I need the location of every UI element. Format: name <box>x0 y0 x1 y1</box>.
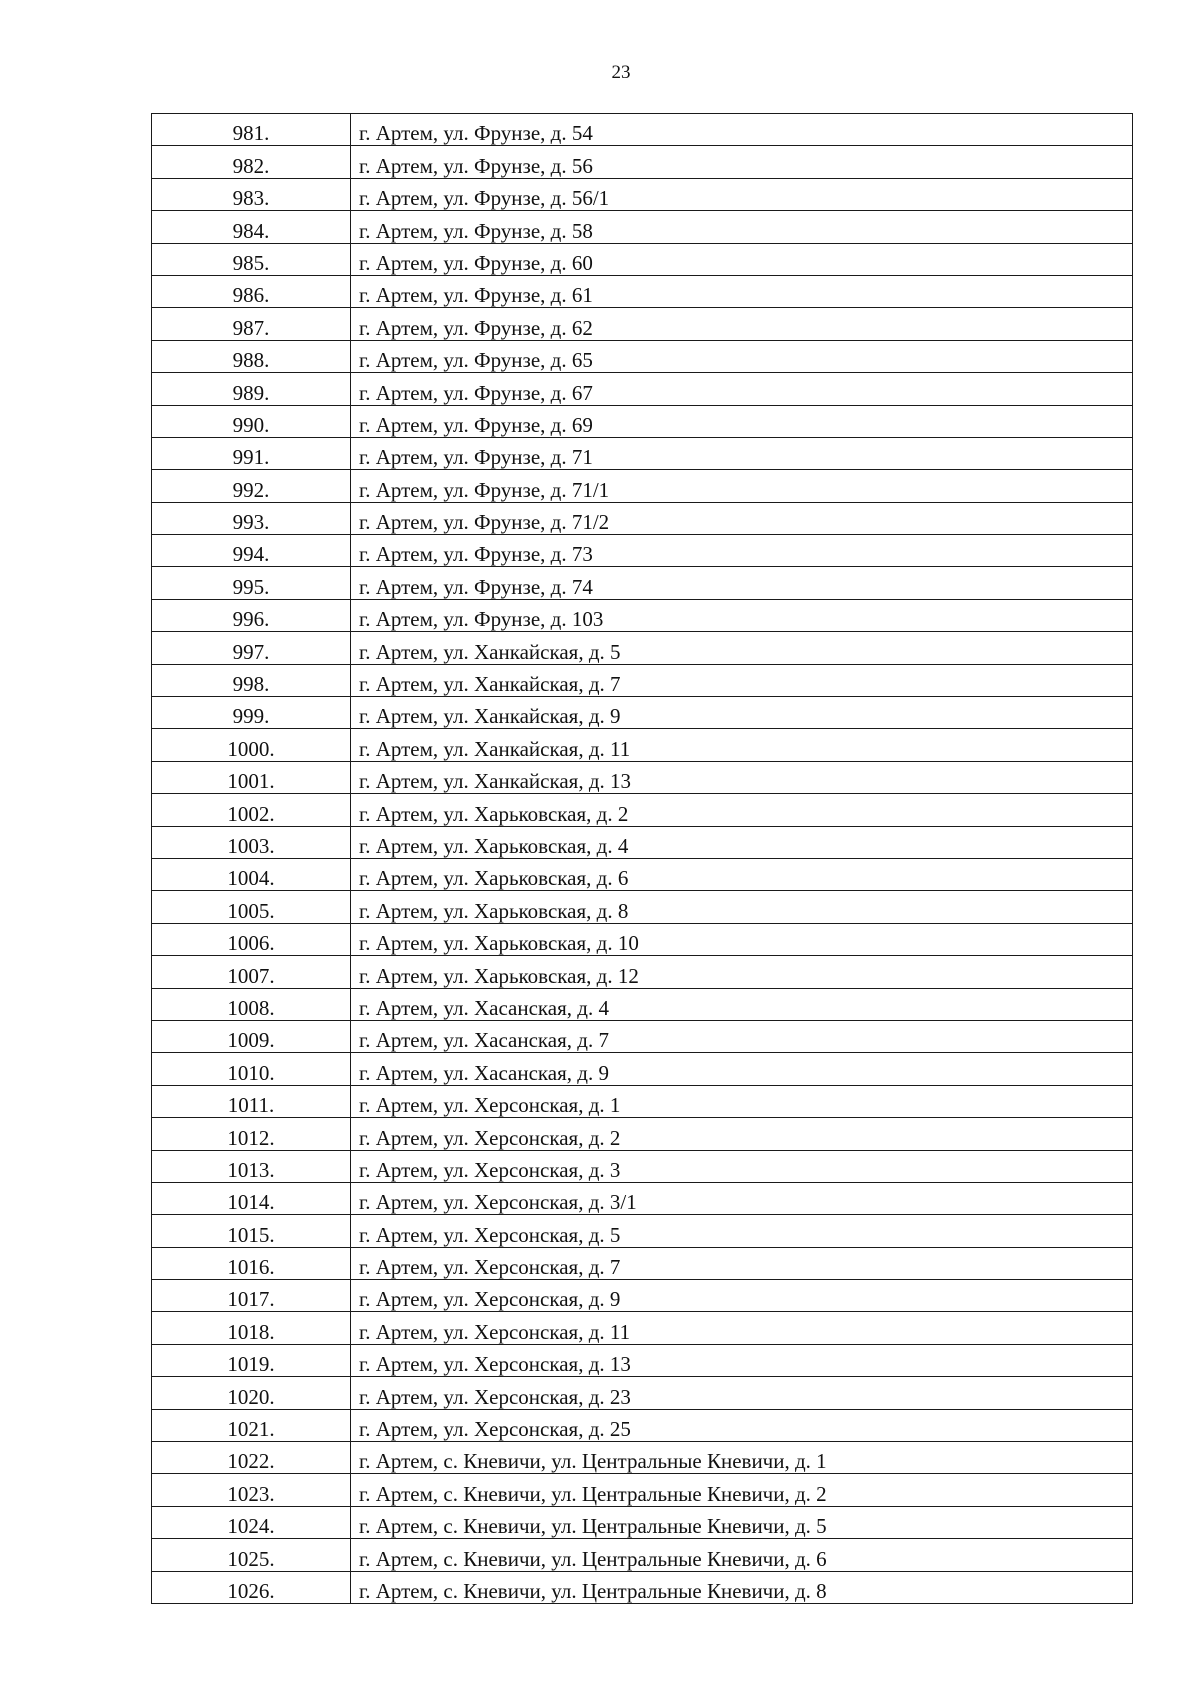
row-number-cell: 1020. <box>152 1377 351 1409</box>
address-cell: г. Артем, ул. Фрунзе, д. 58 <box>351 211 1133 243</box>
table-row <box>152 1312 1133 1344</box>
table-row <box>152 1571 1133 1603</box>
table-row <box>152 1377 1133 1409</box>
address-cell: г. Артем, ул. Ханкайская, д. 13 <box>351 761 1133 793</box>
row-number-cell: 1016. <box>152 1247 351 1279</box>
address-cell: г. Артем, с. Кневичи, ул. Центральные Кневичи, д. 5 <box>351 1506 1133 1538</box>
row-number-cell: 984. <box>152 211 351 243</box>
address-cell: г. Артем, ул. Фрунзе, д. 71/2 <box>351 502 1133 534</box>
row-number-cell: 998. <box>152 664 351 696</box>
address-cell: г. Артем, ул. Харьковская, д. 12 <box>351 956 1133 988</box>
row-number-cell: 1015. <box>152 1215 351 1247</box>
table-row <box>152 340 1133 372</box>
table-row <box>152 826 1133 858</box>
row-number-cell: 1019. <box>152 1344 351 1376</box>
table-row <box>152 146 1133 178</box>
row-number-cell: 996. <box>152 599 351 631</box>
table-row <box>152 697 1133 729</box>
address-cell: г. Артем, ул. Херсонская, д. 25 <box>351 1409 1133 1441</box>
row-number-cell: 987. <box>152 308 351 340</box>
table-row <box>152 275 1133 307</box>
table-row <box>152 405 1133 437</box>
row-number-cell: 1009. <box>152 1020 351 1052</box>
address-cell: г. Артем, ул. Херсонская, д. 13 <box>351 1344 1133 1376</box>
table-row <box>152 729 1133 761</box>
address-cell: г. Артем, ул. Фрунзе, д. 62 <box>351 308 1133 340</box>
address-cell: г. Артем, ул. Ханкайская, д. 7 <box>351 664 1133 696</box>
address-cell: г. Артем, ул. Харьковская, д. 8 <box>351 891 1133 923</box>
table-row <box>152 761 1133 793</box>
table-row <box>152 1020 1133 1052</box>
table-row <box>152 1344 1133 1376</box>
address-cell: г. Артем, ул. Хасанская, д. 9 <box>351 1053 1133 1085</box>
table-row <box>152 535 1133 567</box>
row-number-cell: 995. <box>152 567 351 599</box>
table-row <box>152 988 1133 1020</box>
row-number-cell: 1003. <box>152 826 351 858</box>
row-number-cell: 1017. <box>152 1280 351 1312</box>
address-cell: г. Артем, ул. Фрунзе, д. 56 <box>351 146 1133 178</box>
row-number-cell: 982. <box>152 146 351 178</box>
row-number-cell: 1001. <box>152 761 351 793</box>
address-cell: г. Артем, ул. Хасанская, д. 4 <box>351 988 1133 1020</box>
table-row <box>152 794 1133 826</box>
table-row <box>152 308 1133 340</box>
address-table <box>151 113 1133 1604</box>
address-table-body <box>152 114 1133 1604</box>
table-row <box>152 632 1133 664</box>
address-cell: г. Артем, ул. Хасанская, д. 7 <box>351 1020 1133 1052</box>
row-number-cell: 1021. <box>152 1409 351 1441</box>
table-row <box>152 178 1133 210</box>
address-cell: г. Артем, ул. Херсонская, д. 7 <box>351 1247 1133 1279</box>
row-number-cell: 981. <box>152 114 351 146</box>
row-number-cell: 990. <box>152 405 351 437</box>
table-row <box>152 1442 1133 1474</box>
row-number-cell: 1012. <box>152 1118 351 1150</box>
address-cell: г. Артем, ул. Фрунзе, д. 54 <box>351 114 1133 146</box>
table-row <box>152 664 1133 696</box>
table-row <box>152 1053 1133 1085</box>
table-row <box>152 1118 1133 1150</box>
page-number: 23 <box>611 62 631 83</box>
table-row <box>152 437 1133 469</box>
row-number-cell: 991. <box>152 437 351 469</box>
address-cell: г. Артем, ул. Фрунзе, д. 61 <box>351 275 1133 307</box>
address-cell: г. Артем, ул. Харьковская, д. 10 <box>351 923 1133 955</box>
row-number-cell: 986. <box>152 275 351 307</box>
table-row <box>152 599 1133 631</box>
row-number-cell: 1006. <box>152 923 351 955</box>
table-row <box>152 1247 1133 1279</box>
table-row <box>152 243 1133 275</box>
address-cell: г. Артем, ул. Ханкайская, д. 9 <box>351 697 1133 729</box>
address-cell: г. Артем, ул. Херсонская, д. 3 <box>351 1150 1133 1182</box>
address-cell: г. Артем, с. Кневичи, ул. Центральные Кневичи, д. 1 <box>351 1442 1133 1474</box>
row-number-cell: 994. <box>152 535 351 567</box>
row-number-cell: 1013. <box>152 1150 351 1182</box>
address-cell: г. Артем, с. Кневичи, ул. Центральные Кневичи, д. 8 <box>351 1571 1133 1603</box>
row-number-cell: 1007. <box>152 956 351 988</box>
address-cell: г. Артем, ул. Фрунзе, д. 71/1 <box>351 470 1133 502</box>
row-number-cell: 989. <box>152 373 351 405</box>
address-cell: г. Артем, ул. Ханкайская, д. 5 <box>351 632 1133 664</box>
row-number-cell: 1022. <box>152 1442 351 1474</box>
address-cell: г. Артем, ул. Херсонская, д. 1 <box>351 1085 1133 1117</box>
table-row <box>152 858 1133 890</box>
table-row <box>152 470 1133 502</box>
row-number-cell: 1010. <box>152 1053 351 1085</box>
table-row <box>152 114 1133 146</box>
row-number-cell: 999. <box>152 697 351 729</box>
row-number-cell: 985. <box>152 243 351 275</box>
address-cell: г. Артем, ул. Фрунзе, д. 65 <box>351 340 1133 372</box>
table-row <box>152 211 1133 243</box>
address-cell: г. Артем, ул. Фрунзе, д. 103 <box>351 599 1133 631</box>
address-cell: г. Артем, ул. Херсонская, д. 9 <box>351 1280 1133 1312</box>
address-cell: г. Артем, с. Кневичи, ул. Центральные Кневичи, д. 6 <box>351 1539 1133 1571</box>
table-row <box>152 1182 1133 1214</box>
table-row <box>152 956 1133 988</box>
address-cell: г. Артем, ул. Херсонская, д. 5 <box>351 1215 1133 1247</box>
row-number-cell: 997. <box>152 632 351 664</box>
row-number-cell: 1000. <box>152 729 351 761</box>
address-cell: г. Артем, ул. Фрунзе, д. 73 <box>351 535 1133 567</box>
table-row <box>152 1539 1133 1571</box>
table-row <box>152 373 1133 405</box>
row-number-cell: 1005. <box>152 891 351 923</box>
row-number-cell: 983. <box>152 178 351 210</box>
address-cell: г. Артем, ул. Харьковская, д. 6 <box>351 858 1133 890</box>
row-number-cell: 1023. <box>152 1474 351 1506</box>
row-number-cell: 1024. <box>152 1506 351 1538</box>
address-cell: г. Артем, ул. Фрунзе, д. 71 <box>351 437 1133 469</box>
row-number-cell: 1018. <box>152 1312 351 1344</box>
address-cell: г. Артем, ул. Фрунзе, д. 60 <box>351 243 1133 275</box>
address-cell: г. Артем, ул. Херсонская, д. 3/1 <box>351 1182 1133 1214</box>
row-number-cell: 1026. <box>152 1571 351 1603</box>
table-row <box>152 1474 1133 1506</box>
table-row <box>152 1409 1133 1441</box>
table-row <box>152 891 1133 923</box>
address-cell: г. Артем, ул. Херсонская, д. 23 <box>351 1377 1133 1409</box>
address-cell: г. Артем, ул. Ханкайская, д. 11 <box>351 729 1133 761</box>
row-number-cell: 992. <box>152 470 351 502</box>
row-number-cell: 1011. <box>152 1085 351 1117</box>
address-cell: г. Артем, ул. Фрунзе, д. 74 <box>351 567 1133 599</box>
row-number-cell: 1025. <box>152 1539 351 1571</box>
address-cell: г. Артем, ул. Херсонская, д. 11 <box>351 1312 1133 1344</box>
address-cell: г. Артем, ул. Фрунзе, д. 67 <box>351 373 1133 405</box>
row-number-cell: 993. <box>152 502 351 534</box>
table-row <box>152 502 1133 534</box>
table-row <box>152 1150 1133 1182</box>
address-cell: г. Артем, с. Кневичи, ул. Центральные Кневичи, д. 2 <box>351 1474 1133 1506</box>
table-row <box>152 567 1133 599</box>
table-row <box>152 1506 1133 1538</box>
address-cell: г. Артем, ул. Фрунзе, д. 69 <box>351 405 1133 437</box>
table-row <box>152 923 1133 955</box>
address-cell: г. Артем, ул. Харьковская, д. 4 <box>351 826 1133 858</box>
table-row <box>152 1085 1133 1117</box>
address-cell: г. Артем, ул. Херсонская, д. 2 <box>351 1118 1133 1150</box>
row-number-cell: 1008. <box>152 988 351 1020</box>
row-number-cell: 988. <box>152 340 351 372</box>
row-number-cell: 1002. <box>152 794 351 826</box>
table-row <box>152 1280 1133 1312</box>
row-number-cell: 1014. <box>152 1182 351 1214</box>
row-number-cell: 1004. <box>152 858 351 890</box>
address-cell: г. Артем, ул. Харьковская, д. 2 <box>351 794 1133 826</box>
address-cell: г. Артем, ул. Фрунзе, д. 56/1 <box>351 178 1133 210</box>
table-row <box>152 1215 1133 1247</box>
